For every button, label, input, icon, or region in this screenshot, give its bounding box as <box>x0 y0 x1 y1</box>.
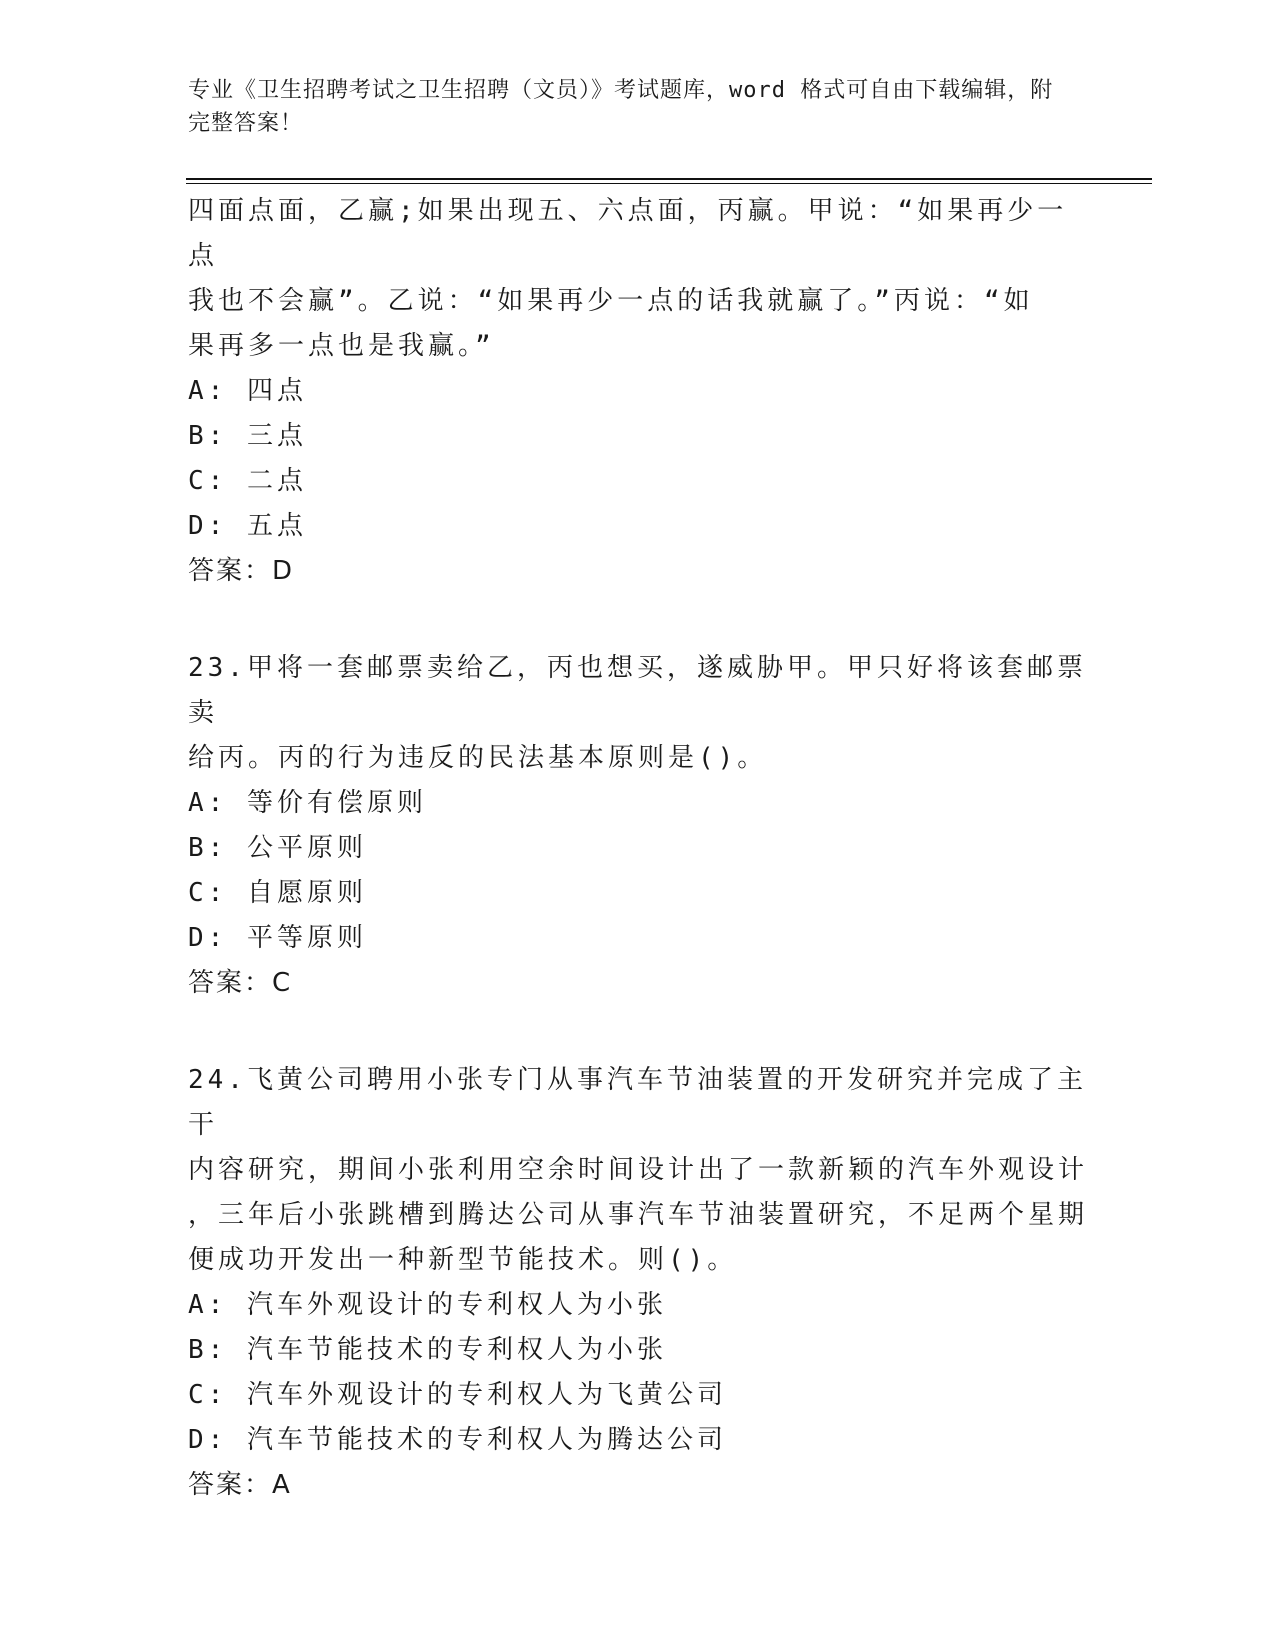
question-stem-line: 便成功开发出一种新型节能技术。则()。 <box>188 1245 738 1275</box>
option-d: D: 汽车节能技术的专利权人为腾达公司 <box>188 1425 727 1455</box>
answer-line: 答案：C <box>188 968 293 998</box>
question-stem-line: ，三年后小张跳槽到腾达公司从事汽车节油装置研究，不足两个星期 <box>188 1200 1089 1230</box>
option-d: D: 五点 <box>188 511 307 541</box>
page-header: 专业《卫生招聘考试之卫生招聘（文员）》考试题库，word 格式可自由下载编辑，附完整答案！ <box>188 78 1054 136</box>
option-c: C: 汽车外观设计的专利权人为飞黄公司 <box>188 1380 727 1410</box>
option-b: B: 三点 <box>188 421 307 451</box>
option-c: C: 二点 <box>188 466 307 496</box>
question-stem-line: 内容研究，期间小张利用空余时间设计出了一款新颖的汽车外观设计 <box>188 1155 1089 1185</box>
option-d: D: 平等原则 <box>188 923 367 953</box>
header-divider-thin <box>186 183 1152 184</box>
option-b: B: 公平原则 <box>188 833 367 863</box>
question-stem-line: 我也不会赢”。乙说：“如果再少一点的话我就赢了。”丙说：“如 <box>188 286 1034 316</box>
question-stem-line: 给丙。丙的行为违反的民法基本原则是()。 <box>188 743 768 773</box>
question-23 <box>188 646 1088 1006</box>
question-stem-line: 23.甲将一套邮票卖给乙，丙也想买，遂威胁甲。甲只好将该套邮票卖 <box>188 653 1087 728</box>
option-b: B: 汽车节能技术的专利权人为小张 <box>188 1335 667 1365</box>
question-24 <box>188 1058 1088 1508</box>
question-list <box>188 189 1088 1508</box>
question-22-continued <box>188 189 1088 594</box>
question-stem-line: 果再多一点也是我赢。” <box>188 331 495 361</box>
option-a: A: 等价有偿原则 <box>188 788 427 818</box>
option-c: C: 自愿原则 <box>188 878 367 908</box>
option-a: A: 四点 <box>188 376 307 406</box>
answer-line: 答案：A <box>188 1470 292 1500</box>
question-stem-line: 四面点面，乙赢;如果出现五、六点面，丙赢。甲说：“如果再少一点 <box>188 196 1068 271</box>
header-divider-thick <box>186 178 1152 180</box>
option-a: A: 汽车外观设计的专利权人为小张 <box>188 1290 667 1320</box>
question-stem-line: 24.飞黄公司聘用小张专门从事汽车节油装置的开发研究并完成了主干 <box>188 1065 1087 1140</box>
answer-line: 答案：D <box>188 556 295 586</box>
